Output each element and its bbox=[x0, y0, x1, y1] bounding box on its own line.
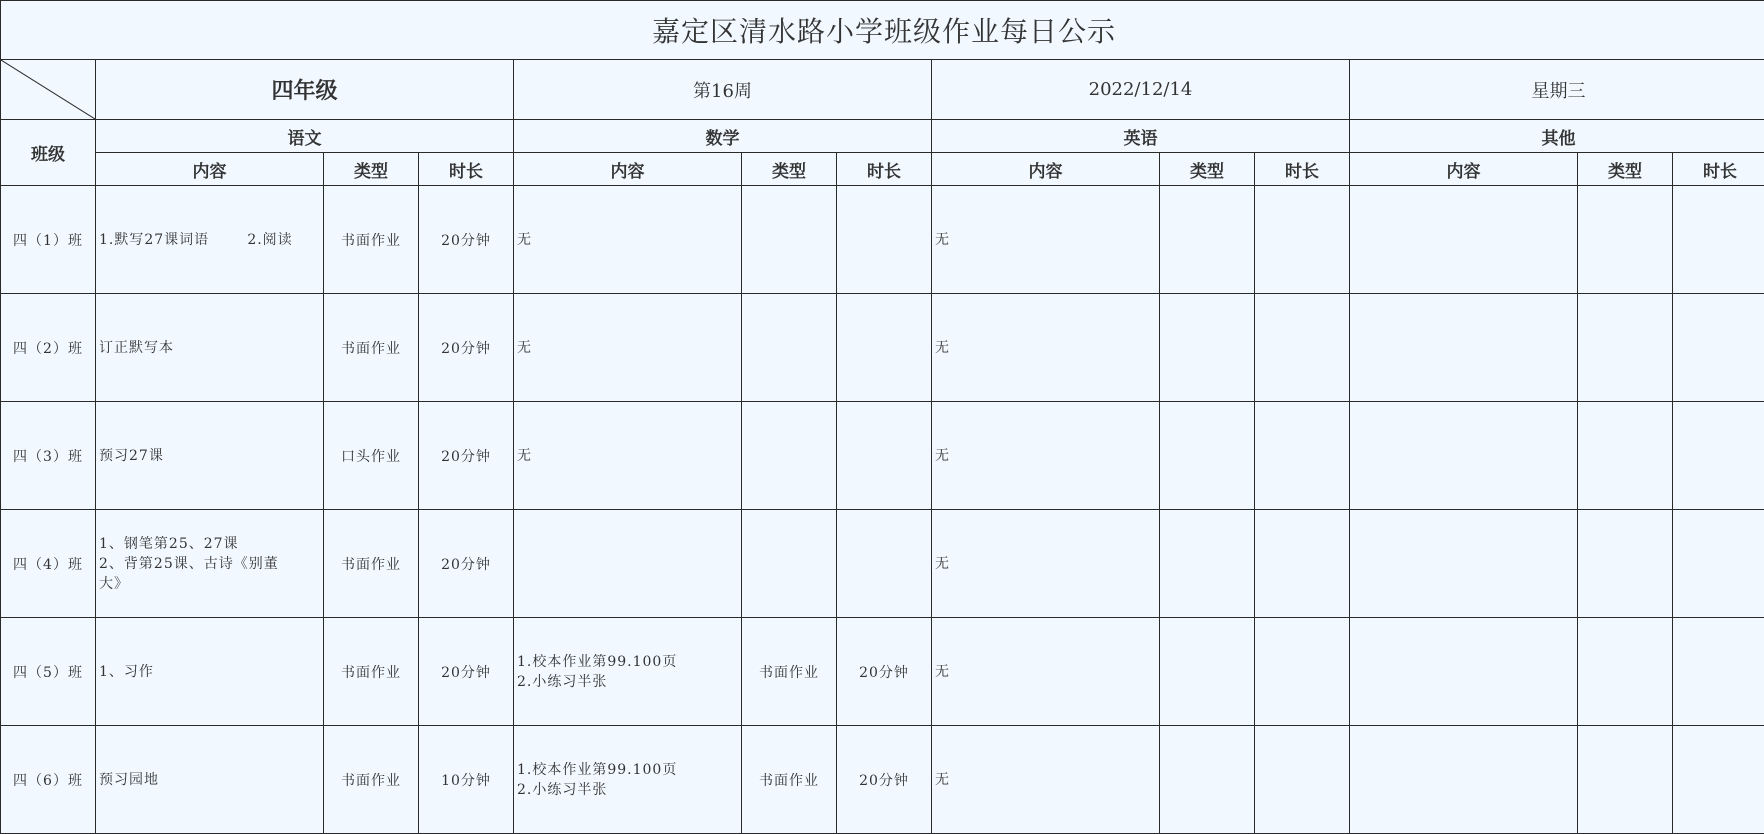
chinese-type-cell: 书面作业 bbox=[324, 294, 419, 402]
english-duration-cell bbox=[1255, 510, 1350, 618]
english-type-cell bbox=[1160, 726, 1255, 834]
chinese-content-cell bbox=[96, 294, 324, 402]
math-content-cell bbox=[514, 726, 742, 834]
class-name-cell: 四（3）班 bbox=[1, 402, 96, 510]
english-duration-cell bbox=[1255, 186, 1350, 294]
chinese-content-line: 订正默写本 bbox=[99, 338, 320, 358]
math-duration-cell: 20分钟 bbox=[837, 726, 932, 834]
english-duration-header: 时长 bbox=[1255, 153, 1350, 186]
chinese-content-line: 预习27课 bbox=[99, 446, 320, 466]
english-content-line: 无 bbox=[935, 662, 1156, 682]
math-content-line: 无 bbox=[517, 230, 738, 250]
math-type-cell bbox=[742, 402, 837, 510]
other-content-cell bbox=[1350, 402, 1578, 510]
math-content-line: 1.校本作业第99.100页 bbox=[517, 760, 738, 780]
english-content-cell bbox=[932, 294, 1160, 402]
chinese-content-line: 1、习作 bbox=[99, 662, 320, 682]
chinese-type-header: 类型 bbox=[324, 153, 419, 186]
math-duration-cell bbox=[837, 186, 932, 294]
english-type-cell bbox=[1160, 186, 1255, 294]
class-rows bbox=[1, 186, 1764, 834]
english-duration-cell bbox=[1255, 726, 1350, 834]
math-content-cell bbox=[514, 294, 742, 402]
other-duration-cell bbox=[1673, 510, 1764, 618]
class-name-cell: 四（2）班 bbox=[1, 294, 96, 402]
chinese-type-cell: 书面作业 bbox=[324, 510, 419, 618]
math-duration-cell bbox=[837, 402, 932, 510]
chinese-duration-cell: 20分钟 bbox=[419, 618, 514, 726]
english-content-line: 无 bbox=[935, 338, 1156, 358]
chinese-duration-header: 时长 bbox=[419, 153, 514, 186]
subject-english-header: 英语 bbox=[932, 120, 1350, 153]
math-content-cell bbox=[514, 402, 742, 510]
math-content-line: 无 bbox=[517, 338, 738, 358]
other-content-cell bbox=[1350, 186, 1578, 294]
math-duration-cell bbox=[837, 294, 932, 402]
table-row bbox=[1, 726, 1764, 834]
subject-chinese-header: 语文 bbox=[96, 120, 514, 153]
english-type-cell bbox=[1160, 294, 1255, 402]
table-row bbox=[1, 186, 1764, 294]
other-content-cell bbox=[1350, 726, 1578, 834]
english-duration-cell bbox=[1255, 294, 1350, 402]
math-type-cell bbox=[742, 510, 837, 618]
other-type-cell bbox=[1578, 294, 1673, 402]
other-duration-cell bbox=[1673, 402, 1764, 510]
other-type-header: 类型 bbox=[1578, 153, 1673, 186]
weekday-label: 星期三 bbox=[1350, 60, 1764, 120]
other-content-cell bbox=[1350, 510, 1578, 618]
math-duration-cell: 20分钟 bbox=[837, 618, 932, 726]
class-name-cell: 四（5）班 bbox=[1, 618, 96, 726]
english-content-cell bbox=[932, 618, 1160, 726]
chinese-content-cell bbox=[96, 618, 324, 726]
other-duration-cell bbox=[1673, 618, 1764, 726]
math-content-cell bbox=[514, 510, 742, 618]
math-type-cell: 书面作业 bbox=[742, 618, 837, 726]
math-content-line: 1.校本作业第99.100页 bbox=[517, 652, 738, 672]
chinese-content-cell bbox=[96, 726, 324, 834]
other-duration-cell bbox=[1673, 294, 1764, 402]
other-type-cell bbox=[1578, 510, 1673, 618]
english-content-cell bbox=[932, 510, 1160, 618]
diagonal-line bbox=[1, 60, 95, 119]
chinese-content-cell bbox=[96, 510, 324, 618]
chinese-type-cell: 书面作业 bbox=[324, 186, 419, 294]
other-type-cell bbox=[1578, 726, 1673, 834]
english-content-cell bbox=[932, 726, 1160, 834]
other-content-cell bbox=[1350, 618, 1578, 726]
chinese-content-cell bbox=[96, 402, 324, 510]
math-type-cell bbox=[742, 186, 837, 294]
grade-label: 四年级 bbox=[96, 60, 514, 120]
other-type-cell bbox=[1578, 402, 1673, 510]
math-type-header: 类型 bbox=[742, 153, 837, 186]
subject-other-header: 其他 bbox=[1350, 120, 1764, 153]
table-row bbox=[1, 510, 1764, 618]
math-content-line: 2.小练习半张 bbox=[517, 780, 738, 800]
english-type-cell bbox=[1160, 402, 1255, 510]
math-type-cell: 书面作业 bbox=[742, 726, 837, 834]
chinese-duration-cell: 20分钟 bbox=[419, 402, 514, 510]
page-title: 嘉定区清水路小学班级作业每日公示 bbox=[1, 1, 1764, 60]
english-type-header: 类型 bbox=[1160, 153, 1255, 186]
diagonal-header-cell bbox=[1, 60, 96, 120]
chinese-content-cell bbox=[96, 186, 324, 294]
english-type-cell bbox=[1160, 510, 1255, 618]
chinese-type-cell: 书面作业 bbox=[324, 618, 419, 726]
other-type-cell bbox=[1578, 618, 1673, 726]
table-row bbox=[1, 618, 1764, 726]
table-row bbox=[1, 402, 1764, 510]
other-content-header: 内容 bbox=[1350, 153, 1578, 186]
english-duration-cell bbox=[1255, 402, 1350, 510]
chinese-content-line: 2、背第25课、古诗《别董 bbox=[99, 554, 320, 574]
math-content-header: 内容 bbox=[514, 153, 742, 186]
chinese-duration-cell: 20分钟 bbox=[419, 510, 514, 618]
subject-math-header: 数学 bbox=[514, 120, 932, 153]
chinese-duration-cell: 20分钟 bbox=[419, 186, 514, 294]
math-duration-cell bbox=[837, 510, 932, 618]
math-duration-header: 时长 bbox=[837, 153, 932, 186]
english-type-cell bbox=[1160, 618, 1255, 726]
class-column-header: 班级 bbox=[1, 120, 96, 186]
chinese-type-cell: 口头作业 bbox=[324, 402, 419, 510]
english-duration-cell bbox=[1255, 618, 1350, 726]
math-content-cell bbox=[514, 618, 742, 726]
other-duration-cell bbox=[1673, 186, 1764, 294]
other-duration-cell bbox=[1673, 726, 1764, 834]
table-row bbox=[1, 294, 1764, 402]
english-content-header: 内容 bbox=[932, 153, 1160, 186]
chinese-content-header: 内容 bbox=[96, 153, 324, 186]
other-duration-header: 时长 bbox=[1673, 153, 1764, 186]
class-name-cell: 四（4）班 bbox=[1, 510, 96, 618]
class-name-cell: 四（1）班 bbox=[1, 186, 96, 294]
week-label: 第16周 bbox=[514, 60, 932, 120]
date-label: 2022/12/14 bbox=[932, 60, 1350, 120]
math-content-line: 2.小练习半张 bbox=[517, 672, 738, 692]
chinese-content-line: 1、钢笔第25、27课 bbox=[99, 534, 320, 554]
chinese-content-line: 1.默写27课词语 2.阅读 bbox=[99, 230, 320, 250]
other-content-cell bbox=[1350, 294, 1578, 402]
english-content-line: 无 bbox=[935, 446, 1156, 466]
math-content-cell bbox=[514, 186, 742, 294]
english-content-cell bbox=[932, 402, 1160, 510]
english-content-cell bbox=[932, 186, 1160, 294]
english-content-line: 无 bbox=[935, 230, 1156, 250]
chinese-duration-cell: 20分钟 bbox=[419, 294, 514, 402]
chinese-content-line: 预习园地 bbox=[99, 770, 320, 790]
class-name-cell: 四（6）班 bbox=[1, 726, 96, 834]
chinese-duration-cell: 10分钟 bbox=[419, 726, 514, 834]
other-type-cell bbox=[1578, 186, 1673, 294]
chinese-content-line: 大》 bbox=[99, 574, 320, 594]
english-content-line: 无 bbox=[935, 770, 1156, 790]
chinese-type-cell: 书面作业 bbox=[324, 726, 419, 834]
math-type-cell bbox=[742, 294, 837, 402]
english-content-line: 无 bbox=[935, 554, 1156, 574]
math-content-line: 无 bbox=[517, 446, 738, 466]
